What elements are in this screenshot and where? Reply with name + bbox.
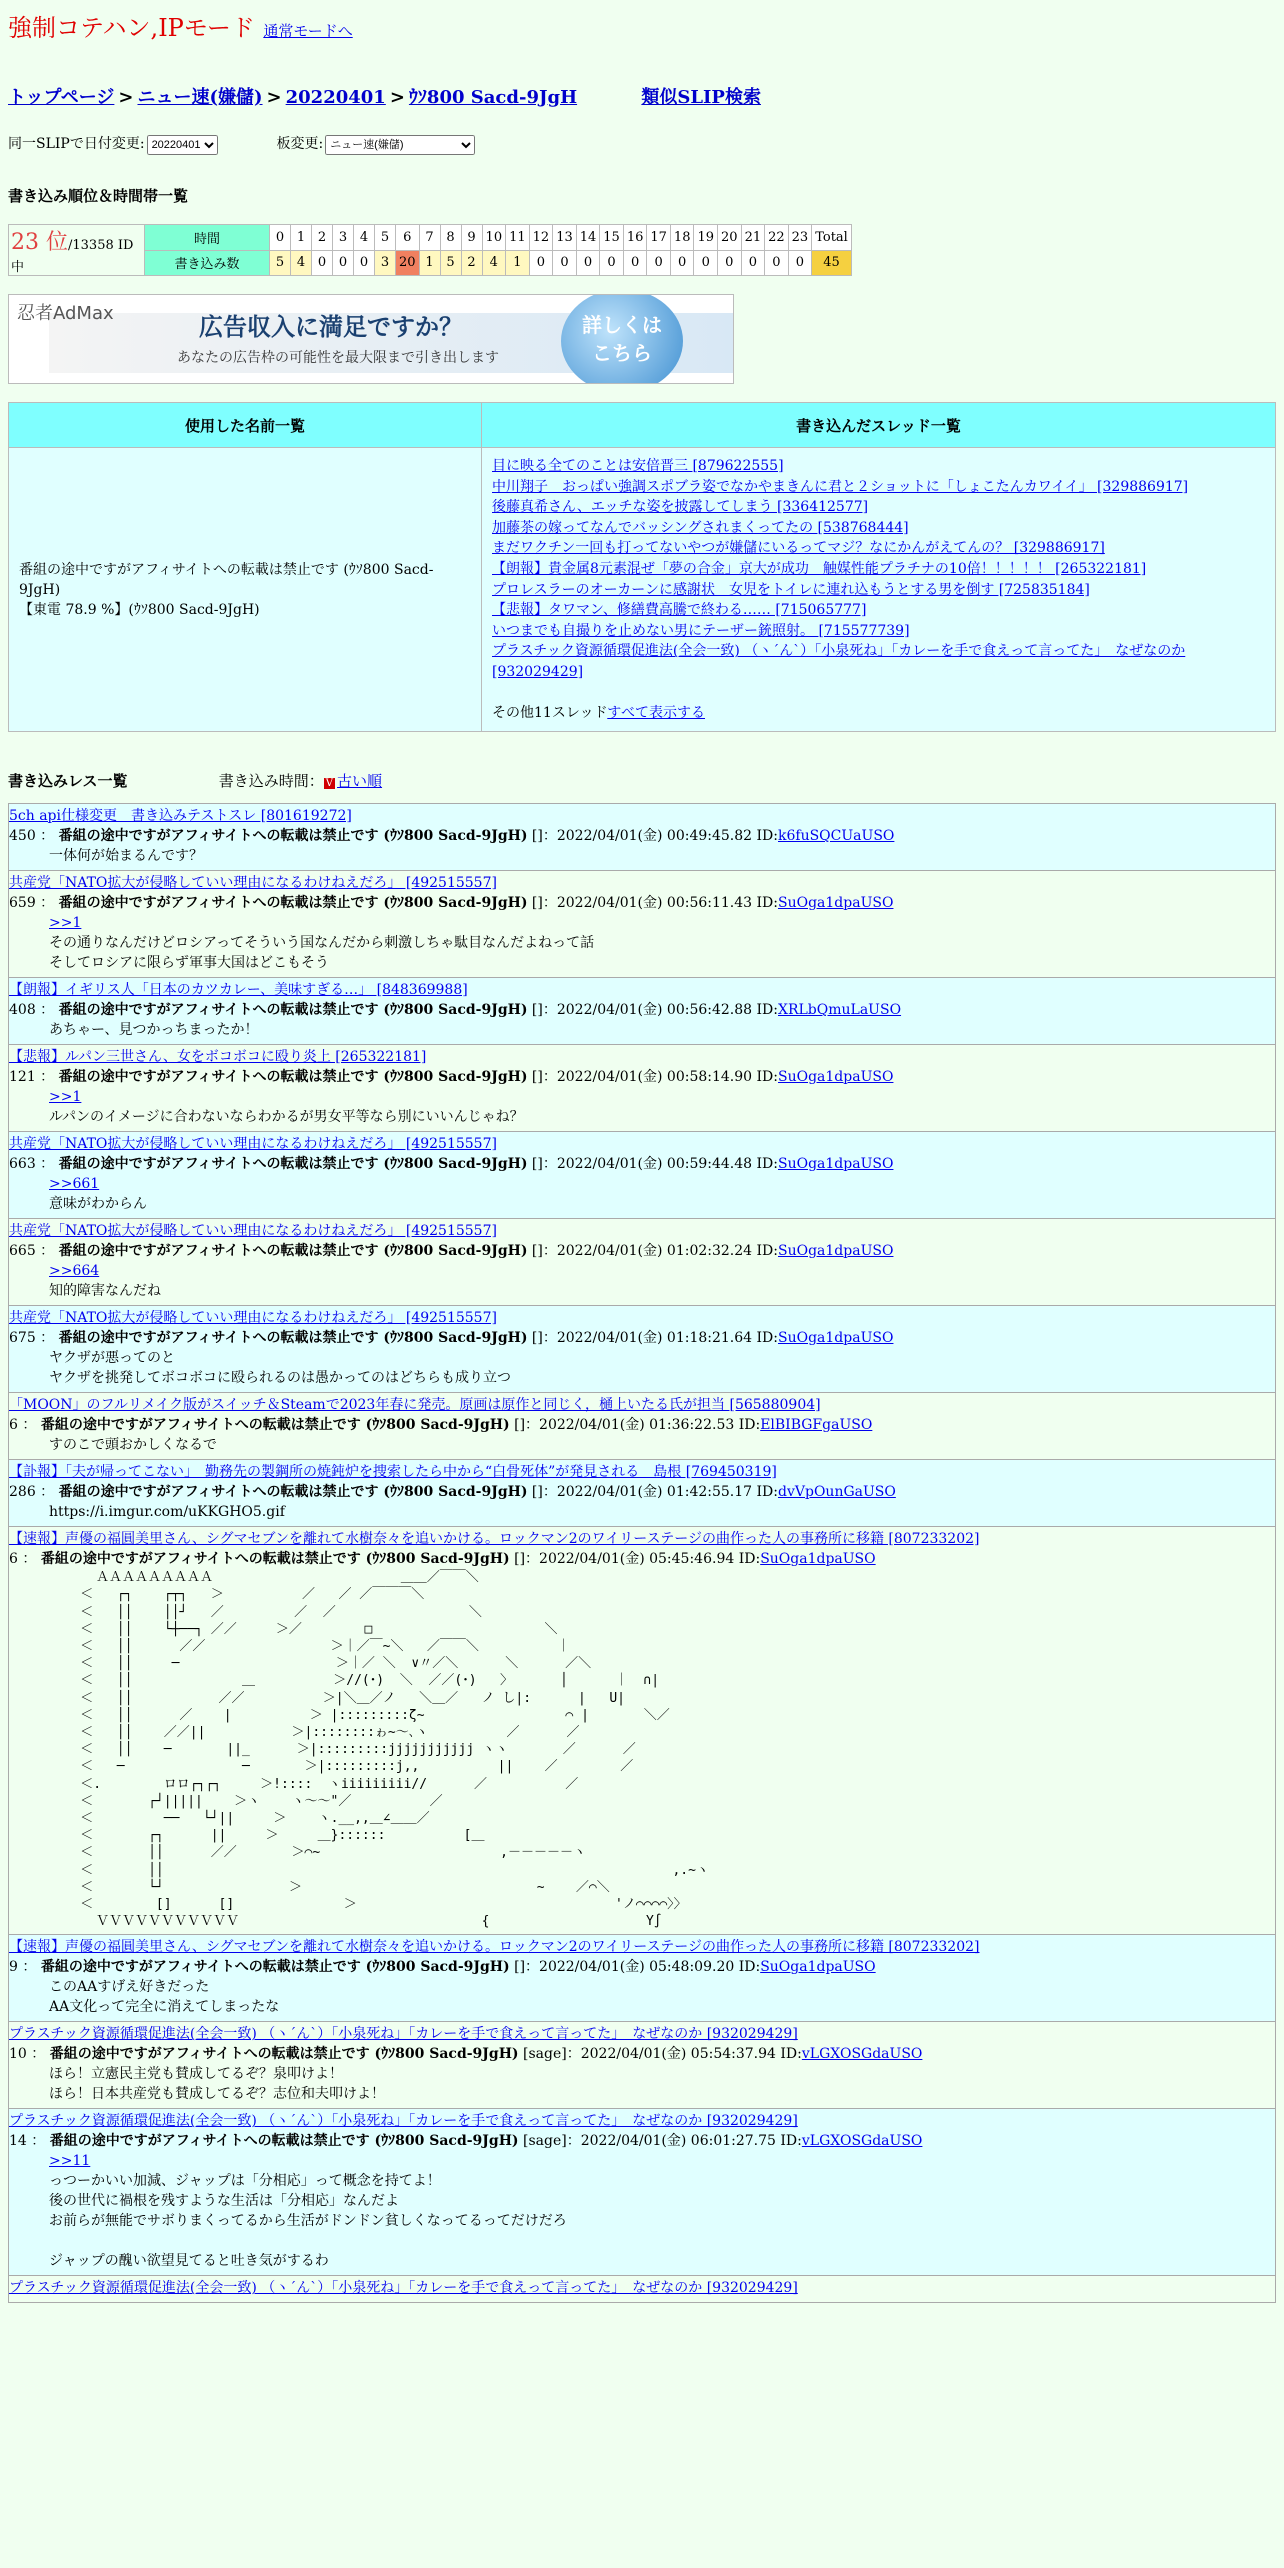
post-id-link[interactable]: SuOga1dpaUSO [778,1069,894,1086]
post-mail: [] [531,1484,543,1501]
count-cell: 1 [506,250,530,276]
hour-cell: 6 [396,225,420,251]
post-number: 9 [9,1959,18,1976]
breadcrumb-board[interactable]: ニュー速(嫌儲) [137,87,263,108]
post-body: ルパンのイメージに合わないならわかるが男女平等なら別にいいんじゃね？ [49,1109,524,1126]
post-date: 2022/04/01(金) 00:59:44.48 ID: [556,1156,778,1173]
post-meta: 14 ： 番組の途中ですがアフィサイトへの転載は禁止です (ｳｿ800 Sacd-9JgH) [sage]：2022/04/01(金) 06:01:27.75 ID:vLGXOSGdaUSO [9,2133,923,2150]
hour-cell: 23 [788,225,812,251]
post-number: 450 [9,828,36,845]
post-name: 番組の途中ですがアフィサイトへの転載は禁止です [58,895,379,912]
count-cell: 4 [291,250,312,276]
hour-cell: 19 [694,225,718,251]
posts-header [8,770,1276,791]
total-count: 45 [812,250,852,276]
post-id-link[interactable]: SuOga1dpaUSO [778,1243,894,1260]
ad-details-button[interactable] [561,294,683,384]
name-entry: 【東電 78.9 %】(ｳｿ800 Sacd-9JgH) [19,601,260,618]
post-number: 10 [9,2046,27,2063]
count-cell: 1 [419,250,440,276]
count-cell: 0 [333,250,354,276]
mode-title: 強制コテハン,IPモード [8,14,255,42]
posts-title: 書き込みレス一覧 [8,772,128,791]
hour-cell: 3 [333,225,354,251]
post-body: あちゃー、見つかっちまったか！ [49,1022,259,1039]
sort-down-icon: V [325,778,334,790]
post-name: 番組の途中ですがアフィサイトへの転載は禁止です [40,1959,361,1976]
post-name-id: (ｳｿ800 Sacd-9JgH) [378,1002,528,1019]
post-body: このAAすげえ好きだった AA文化って完全に消えてしまったな [49,1979,280,2016]
post-name: 番組の途中ですがアフィサイトへの転載は禁止です [49,2133,370,2150]
ad-button-line1: 詳しくは [582,313,662,337]
post-thread-link[interactable]: 共産党「NATO拡大が侵略していい理由になるわけねえだろ」 [492515557] [9,1136,497,1153]
post-meta: 659 ： 番組の途中ですがアフィサイトへの転載は禁止です (ｳｿ800 Sacd-9JgH) []：2022/04/01(金) 00:56:11.43 ID:SuOga1dpaUSO [9,895,894,912]
count-cell: 0 [741,250,765,276]
post-name-id: (ｳｿ800 Sacd-9JgH) [360,1959,510,1976]
post-name: 番組の途中ですがアフィサイトへの転載は禁止です [58,1156,379,1173]
hour-cell: 7 [419,225,440,251]
post-id-link[interactable]: SuOga1dpaUSO [778,895,894,912]
post-meta: 286 ： 番組の途中ですがアフィサイトへの転載は禁止です (ｳｿ800 Sacd-9JgH) []：2022/04/01(金) 01:42:55.17 ID:dvVpOunGaUSO [9,1484,896,1501]
thread-link[interactable]: いつまでも自撮りを止めない男にテーザー銃照射。 [715577739] [492,622,910,639]
thread-link[interactable]: 【悲報】タワマン、修繕費高騰で終わる…… [715065777] [492,602,867,619]
post-mail: [sage] [523,2133,567,2150]
post-mail: [] [531,1156,543,1173]
hour-cell: 10 [482,225,506,251]
post-date: 2022/04/01(金) 05:45:46.94 ID: [539,1551,761,1568]
post-meta: 121 ： 番組の途中ですがアフィサイトへの転載は禁止です (ｳｿ800 Sacd-9JgH) []：2022/04/01(金) 00:58:14.90 ID:SuOga1dpaUSO [9,1069,894,1086]
post-name-id: (ｳｿ800 Sacd-9JgH) [378,895,528,912]
post-body: https://i.imgur.com/uKKGHO5.gif [49,1504,285,1521]
post-date: 2022/04/01(金) 01:02:32.24 ID: [556,1243,778,1260]
count-cell: 5 [440,250,461,276]
post-name: 番組の途中ですがアフィサイトへの転載は禁止です [58,1243,379,1260]
post-name: 番組の途中ですがアフィサイトへの転載は禁止です [58,828,379,845]
hour-cell: 12 [529,225,553,251]
post-item [8,1460,1276,1527]
post-item [8,2109,1276,2276]
ranking-title: 書き込み順位＆時間帯一覧 [8,187,189,205]
post-thread-link[interactable]: 【朗報】イギリス人「日本のカツカレー、美味すぎる…」 [848369988] [9,982,468,999]
board-select[interactable] [325,135,475,155]
more-threads [492,703,1265,724]
ad-subtext: あなたの広告枠の可能性を最大限まで引き出します [177,350,499,366]
post-anchor-link[interactable]: >>1 [49,915,82,932]
post-id-link[interactable]: XRLbQmuLaUSO [778,1002,902,1019]
post-id-link[interactable]: SuOga1dpaUSO [760,1551,876,1568]
post-body: ヤクザが悪ってのと ヤクザを挑発してボコボコに殴られるのは愚かってのはどちらも成り立つ [49,1350,511,1387]
date-change-label: 同一SLIPで日付変更: [8,136,145,152]
post-number: 665 [9,1243,36,1260]
post-body: 一体何が始まるんです？ [49,848,203,865]
mode-header [8,8,1276,43]
post-date: 2022/04/01(金) 05:48:09.20 ID: [539,1959,761,1976]
rank-total: /13358 ID中 [11,238,134,275]
ad-headline: 広告収入に満足ですか？ [199,313,463,341]
count-cell: 0 [623,250,647,276]
time-label: 時間 [145,225,270,251]
post-item [8,1306,1276,1393]
post-date: 2022/04/01(金) 00:56:42.88 ID: [556,1002,778,1019]
post-thread-link[interactable]: 【悲報】ルパン三世さん、女をボコボコに殴り炎上 [265322181] [9,1049,427,1066]
post-item [8,1132,1276,1219]
breadcrumb: トップページ > ニュー速(嫌儲) > 20220401 > ｳｿ800 Sacd-9JgH 類似SLIP検索 [8,87,761,108]
thread-link[interactable]: まだワクチン一回も打ってないやつが嫌儲にいるってマジ？なにかんがえてんの？ [329886917] [492,540,1105,557]
hour-cell: 22 [765,225,789,251]
post-id-link[interactable]: SuOga1dpaUSO [778,1156,894,1173]
post-name-id: (ｳｿ800 Sacd-9JgH) [378,1484,528,1501]
post-name-id: (ｳｿ800 Sacd-9JgH) [369,2133,519,2150]
post-name: 番組の途中ですがアフィサイトへの転載は禁止です [58,1069,379,1086]
post-id-link[interactable]: ElBIBGFgaUSO [760,1417,873,1434]
post-meta: 6 ： 番組の途中ですがアフィサイトへの転載は禁止です (ｳｿ800 Sacd-9JgH) []：2022/04/01(金) 05:45:46.94 ID:SuOga1dpaUSO [9,1551,876,1568]
count-cell: 5 [270,250,291,276]
hour-cell: 1 [291,225,312,251]
post-meta: 6 ： 番組の途中ですがアフィサイトへの転載は禁止です (ｳｿ800 Sacd-9JgH) []：2022/04/01(金) 01:36:22.53 ID:ElBIBGFgaUSO [9,1417,873,1434]
post-id-link[interactable]: dvVpOunGaUSO [778,1484,896,1501]
post-anchor-link[interactable]: >>661 [49,1176,100,1193]
hour-cell: 16 [623,225,647,251]
ranking-table [8,224,852,276]
post-thread-link[interactable]: 「MOON」のフルリメイク版がスイッチ＆Steamで2023年春に発売。原画は原作と同じく，樋上いたる氏が担当 [565880904] [9,1397,821,1414]
post-date: 2022/04/01(金) 00:49:45.82 ID: [556,828,778,845]
post-number: 14 [9,2133,27,2150]
count-cell: 0 [529,250,553,276]
post-item [8,1393,1276,1460]
hour-cell: 4 [354,225,375,251]
count-cell: 20 [396,250,420,276]
post-meta: 10 ： 番組の途中ですがアフィサイトへの転載は禁止です (ｳｿ800 Sacd-9JgH) [sage]：2022/04/01(金) 05:54:37.94 ID:vLGXOSGdaUSO [9,2046,923,2063]
post-item [8,804,1276,871]
post-anchor-link[interactable]: >>664 [49,1263,100,1280]
post-name: 番組の途中ですがアフィサイトへの転載は禁止です [58,1330,379,1347]
total-header: Total [812,225,852,251]
post-number: 286 [9,1484,36,1501]
count-cell: 2 [461,250,482,276]
post-thread-link[interactable]: プラスチック資源循環促進法(全会一致) （ヽ´ん`）「小泉死ね」「カレーを手で食えって言ってた」 なぜなのか [932029429] [9,2280,798,2297]
hour-cell: 14 [576,225,600,251]
post-mail: [] [531,828,543,845]
count-cell: 0 [718,250,742,276]
post-item [8,871,1276,978]
post-name: 番組の途中ですがアフィサイトへの転載は禁止です [58,1484,379,1501]
post-date: 2022/04/01(金) 06:01:27.75 ID: [580,2133,802,2150]
post-name: 番組の途中ですがアフィサイトへの転載は禁止です [49,2046,370,2063]
post-body: すのこで頭おかしくなるで [49,1437,217,1454]
thread-link[interactable]: 加藤茶の嫁ってなんでバッシングされまくってたの [538768444] [492,519,909,536]
count-cell: 0 [647,250,671,276]
hour-cell: 9 [461,225,482,251]
thread-link[interactable]: 後藤真希さん、エッチな姿を披露してしまう [336412577] [492,499,869,516]
threads-list [482,448,1276,732]
post-name-id: (ｳｿ800 Sacd-9JgH) [378,828,528,845]
post-name-id: (ｳｿ800 Sacd-9JgH) [378,1069,528,1086]
count-cell: 0 [354,250,375,276]
post-name: 番組の途中ですがアフィサイトへの転載は禁止です [40,1551,361,1568]
post-thread-link[interactable]: プラスチック資源循環促進法(全会一致) （ヽ´ん`）「小泉死ね」「カレーを手で食えって言ってた」 なぜなのか [932029429] [9,2113,798,2130]
post-body: 意味がわからん [49,1196,147,1213]
names-column-header: 使用した名前一覧 [9,403,482,448]
post-name: 番組の途中ですがアフィサイトへの転載は禁止です [40,1417,361,1434]
names-threads-table [8,402,1276,732]
post-body: 知的障害なんだね [49,1283,161,1300]
count-cell: 0 [312,250,333,276]
hour-cell: 15 [600,225,624,251]
hour-cell: 18 [670,225,694,251]
post-thread-link[interactable]: 【訃報】「夫が帰ってこない」 勤務先の製鋼所の焼鈍炉を捜索したら中から“白骨死体”が発見される 島根 [769450319] [9,1464,777,1481]
post-name-id: (ｳｿ800 Sacd-9JgH) [378,1156,528,1173]
count-cell: 0 [694,250,718,276]
post-thread-link[interactable]: 共産党「NATO拡大が侵略していい理由になるわけねえだろ」 [492515557] [9,1223,497,1240]
count-cell: 0 [788,250,812,276]
post-name-id: (ｳｿ800 Sacd-9JgH) [378,1330,528,1347]
count-cell: 0 [600,250,624,276]
post-thread-link[interactable]: 共産党「NATO拡大が侵略していい理由になるわけねえだろ」 [492515557] [9,1310,497,1327]
post-name-id: (ｳｿ800 Sacd-9JgH) [360,1417,510,1434]
post-item [8,1935,1276,2022]
post-item [8,1527,1276,1935]
post-meta: 675 ： 番組の途中ですがアフィサイトへの転載は禁止です (ｳｿ800 Sacd-9JgH) []：2022/04/01(金) 01:18:21.64 ID:SuOga1dpaUSO [9,1330,894,1347]
hour-cell: 21 [741,225,765,251]
post-mail: [] [531,1330,543,1347]
name-entry: 番組の途中ですがアフィサイトへの転載は禁止です (ｳｿ800 Sacd-9JgH) [19,561,434,598]
post-number: 6 [9,1551,18,1568]
breadcrumb-top[interactable]: トップページ [8,87,115,108]
rank-number: 23 位 [11,230,68,255]
post-mail: [] [514,1551,526,1568]
post-mail: [] [531,1243,543,1260]
selector-row [8,133,1276,155]
post-date: 2022/04/01(金) 05:54:37.94 ID: [580,2046,802,2063]
post-item [8,1045,1276,1132]
post-mail: [sage] [523,2046,567,2063]
post-thread-link[interactable]: 共産党「NATO拡大が侵略していい理由になるわけねえだろ」 [492515557] [9,875,497,892]
post-id-link[interactable]: k6fuSQCUaUSO [778,828,895,845]
post-id-link[interactable]: vLGXOSGdaUSO [801,2133,923,2150]
post-date: 2022/04/01(金) 01:42:55.17 ID: [556,1484,778,1501]
normal-mode-link[interactable]: 通常モードへ [263,22,353,40]
post-number: 408 [9,1002,36,1019]
post-mail: [] [531,895,543,912]
post-number: 121 [9,1069,36,1086]
thread-link[interactable]: プラスチック資源循環促進法(全会一致) （ヽ´ん`）「小泉死ね」「カレーを手で食えって言ってた」 なぜなのか [932029429] [492,643,1186,680]
hour-cell: 8 [440,225,461,251]
post-name-id: (ｳｿ800 Sacd-9JgH) [360,1551,510,1568]
thread-link[interactable]: 目に映る全てのことは安倍晋三 [879622555] [492,458,784,474]
thread-link[interactable]: 【朗報】貴金属8元素混ぜ「夢の合金」京大が成功 触媒性能プラチナの10倍！！！！！ [265322181] [492,560,1147,577]
hour-cell: 13 [553,225,577,251]
posts-list [8,803,1276,2303]
thread-link[interactable]: 中川翔子 おっぱい強調スポブラ姿でなかやまきんに君と２ショットに「しょこたんカワイイ」 [329886917] [492,478,1189,495]
count-cell: 3 [375,250,396,276]
hour-cell: 5 [375,225,396,251]
post-meta: 665 ： 番組の途中ですがアフィサイトへの転載は禁止です (ｳｿ800 Sacd-9JgH) []：2022/04/01(金) 01:02:32.24 ID:SuOga1dpaUSO [9,1243,894,1260]
post-number: 6 [9,1417,18,1434]
count-cell: 0 [576,250,600,276]
post-mail: [] [531,1069,543,1086]
count-label: 書き込み数 [145,250,270,276]
count-cell: 0 [670,250,694,276]
count-cell: 4 [482,250,506,276]
post-thread-link[interactable]: 【速報】声優の福圓美里さん、シグマセブンを離れて水樹奈々を追いかける。ロックマン2のワイリーステージの曲作った人の事務所に移籍 [807233202] [9,1939,980,1956]
hour-cell: 17 [647,225,671,251]
ad-logo: 忍者AdMax [17,303,114,324]
post-id-link[interactable]: SuOga1dpaUSO [778,1330,894,1347]
post-ascii-art: ＡＡＡＡＡＡＡＡＡ ＿＿／￣￣＼ ＜ ┌┐ ┌┬┐ ＞ ／ ／ ／￣￣￣＼ ＜ ││ ││┘ ／ ／ ／ ＼ ＜ ││ └┼──┐ ／／ ＞／ □ ＼ ＜ ││ ／／ ＞｜／￣~＼ ／￣￣＼ ｜ ＜ ││ ─ ＞｜／ ＼ ∨〃／＼ ＼ ／＼ ＜ ││ ＿ ＞//(･) ＼ ／／(･) 〉 │ ｜ ∩| ＜ ││ ／／ ＞|＼＿／ノ ＼＿／ ノ し|: | U| ＜ ││ ／ | ＞ |:::::::::ζ~ ⌒ | ＼／ ＜ ││ ／／|| ＞|::::::::ゎ~～､ヽ ／ ／ ＜ ││ ─ ||_ ＞|:::::::::jjjjjjjjjjj ヽヽ ／ ／ ＜ ─ ─ ＞|:::::::::j,, || ／ ／ ＜. ロロ┌┐┌┐ ＞!:::: ヽiiiiiiiii// ／ ／ ＜ ┌┘||||| ＞ヽ ヽ～～"／ ／ ＜ ── └┘|| ＞ ヽ.__,,＿∠＿＿／ ＜ ┌┐ || ＞ ＿}:::::: [＿ ＜ ││ ／／ ＞⌒~ ,－－－－－ヽ ＜ ││ ,.~ヽ ＜ └┘ ＞ ~ ／⌒＼ ＜ [] [] ＞ 'ノ⌒⌒⌒⌒〉〉 ＶＶＶＶＶＶＶＶＶＶＶ { Y∫ [80,1570,709,1930]
post-meta: 408 ： 番組の途中ですがアフィサイトへの転載は禁止です (ｳｿ800 Sacd-9JgH) []：2022/04/01(金) 00:56:42.88 ID:XRLbQmuLaUSO [9,1002,902,1019]
rank-cell [9,225,145,276]
post-mail: [] [514,1959,526,1976]
post-thread-link[interactable]: 【速報】声優の福圓美里さん、シグマセブンを離れて水樹奈々を追いかける。ロックマン2のワイリーステージの曲作った人の事務所に移籍 [807233202] [9,1531,980,1548]
post-item [8,2276,1276,2303]
post-meta: 9 ： 番組の途中ですがアフィサイトへの転載は禁止です (ｳｿ800 Sacd-9JgH) []：2022/04/01(金) 05:48:09.20 ID:SuOga1dpaUSO [9,1959,876,1976]
post-mail: [] [531,1002,543,1019]
breadcrumb-id[interactable]: ｳｿ800 Sacd-9JgH [408,87,578,108]
post-date: 2022/04/01(金) 01:36:22.53 ID: [539,1417,761,1434]
post-number: 659 [9,895,36,912]
post-mail: [] [514,1417,526,1434]
post-number: 675 [9,1330,36,1347]
post-name-id: (ｳｿ800 Sacd-9JgH) [369,2046,519,2063]
hour-cell: 0 [270,225,291,251]
post-meta: 450 ： 番組の途中ですがアフィサイトへの転載は禁止です (ｳｿ800 Sacd-9JgH) []：2022/04/01(金) 00:49:45.82 ID:k6fuSQCUaUSO [9,828,895,845]
board-change-label: 板変更: [276,136,324,152]
post-name-id: (ｳｿ800 Sacd-9JgH) [378,1243,528,1260]
thread-link[interactable]: プロレスラーのオーカーンに感謝状 女児をトイレに連れ込もうとする男を倒す [725835184] [492,581,1090,598]
hour-cell: 11 [506,225,530,251]
post-id-link[interactable]: SuOga1dpaUSO [760,1959,876,1976]
date-select[interactable] [147,135,218,155]
threads-column-header: 書き込んだスレッド一覧 [482,403,1276,448]
similar-slip-link[interactable]: 類似SLIP検索 [641,87,761,108]
count-cell: 0 [553,250,577,276]
count-cell: 0 [765,250,789,276]
ad-button-line2: こちら [592,341,652,365]
post-name: 番組の途中ですがアフィサイトへの転載は禁止です [58,1002,379,1019]
post-date: 2022/04/01(金) 00:56:11.43 ID: [556,895,778,912]
post-date: 2022/04/01(金) 00:58:14.90 ID: [556,1069,778,1086]
hour-cell: 20 [718,225,742,251]
post-anchor-link[interactable]: >>11 [49,2153,91,2170]
post-number: 663 [9,1156,36,1173]
sort-oldest-link[interactable]: 古い順 [337,772,383,791]
post-thread-link[interactable]: プラスチック資源循環促進法(全会一致) （ヽ´ん`）「小泉死ね」「カレーを手で食えって言ってた」 なぜなのか [932029429] [9,2026,798,2043]
post-item [8,1219,1276,1306]
post-item [8,2022,1276,2109]
post-anchor-link[interactable]: >>1 [49,1089,82,1106]
hour-cell: 2 [312,225,333,251]
more-threads-text: その他11スレッド [492,704,608,721]
post-item [8,978,1276,1045]
post-thread-link[interactable]: 5ch api仕様変更 書き込みテストスレ [801619272] [9,808,352,825]
post-body: っつーかいい加減、ジャップは「分相応」って概念を持てよ！ 後の世代に禍根を残すような生活は「分相応」なんだよ お前らが無能でサボりまくってるから生活がドンドン貧しくなってるってだけだろ ジャップの醜い欲望見てると吐き気がするわ [49,2173,567,2270]
post-date: 2022/04/01(金) 01:18:21.64 ID: [556,1330,778,1347]
post-meta: 663 ： 番組の途中ですがアフィサイトへの転載は禁止です (ｳｿ800 Sacd-9JgH) []：2022/04/01(金) 00:59:44.48 ID:SuOga1dpaUSO [9,1156,894,1173]
post-id-link[interactable]: vLGXOSGdaUSO [801,2046,923,2063]
time-sort-label: 書き込み時間： [218,772,324,791]
ad-banner[interactable] [8,294,734,384]
names-list [9,448,482,732]
breadcrumb-date[interactable]: 20220401 [285,87,386,108]
post-body: その通りなんだけどロシアってそういう国なんだから刺激しちゃ駄目なんだよねって話 そしてロシアに限らず軍事大国はどこもそう [49,935,595,972]
post-body: ほら！立憲民主党も賛成してるぞ？泉叩けよ！ ほら！日本共産党も賛成してるぞ？志位和夫叩けよ！ [49,2066,385,2103]
show-all-link[interactable]: すべて表示する [607,704,705,721]
